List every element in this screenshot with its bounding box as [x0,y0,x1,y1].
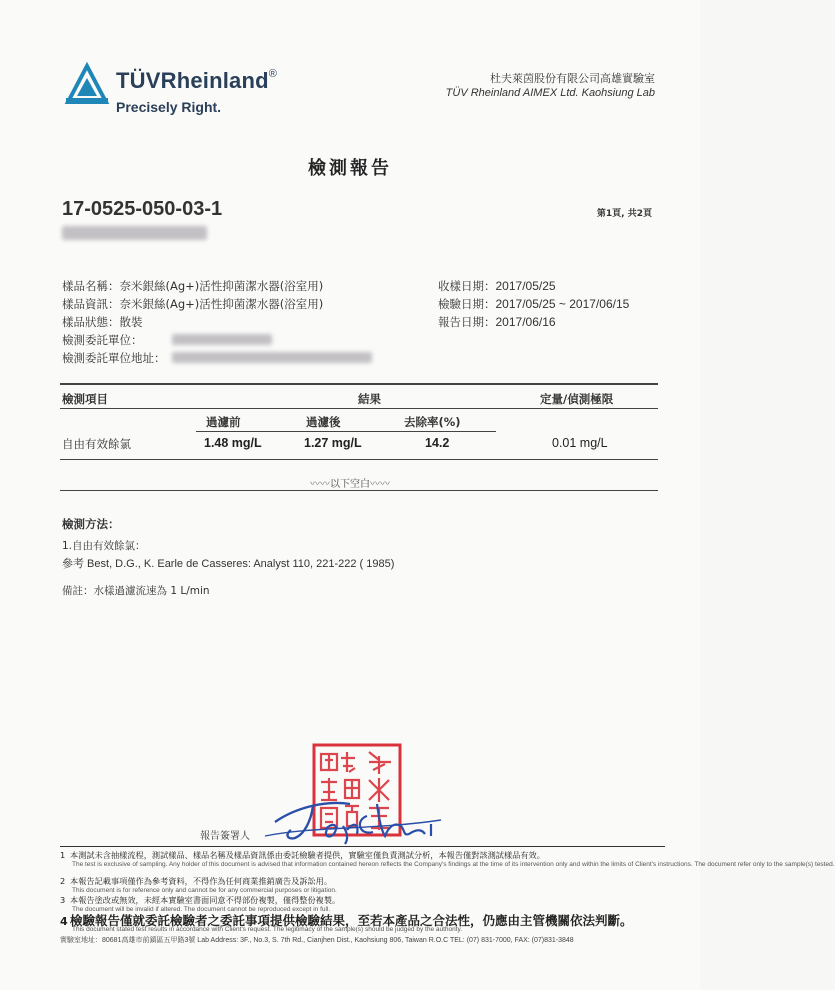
received-date-row [438,278,556,294]
method-line-1: 1.自由有效餘氯： [62,540,146,552]
sample-name-label: 樣品名稱： [62,279,120,293]
test-date-label: 檢驗日期： [438,297,496,311]
sample-status-row [62,314,143,330]
method-heading: 檢測方法： [62,517,120,531]
header-removal-rate: 去除率(%) [404,415,461,429]
notes-rule [60,846,665,847]
method-reference: 參考 Best, D.G., K. Earle de Casseres: Analyst 110, 221-222 ( 1985) [62,558,395,570]
sample-info-label: 樣品資訊： [62,297,120,311]
page-number: 第1頁, 共2頁 [596,209,652,219]
client-address-label: 檢測委託單位地址： [62,351,166,365]
table-row [0,436,700,454]
header-test-item: 檢測項目 [62,392,108,406]
lab-address: 實驗室地址：80681高雄市前鎮區五甲路3號 Lab Address: 3F., No.3, S. 7th Rd., Cianjhen Dist., Kaohsiung 806, Taiwan R.O.C TEL: (07) 831-7000, FAX: (07)831-3848 [60,937,574,944]
blank-below-marker: 〰〰以下空白〰〰 [310,479,390,490]
brand-tagline: Precisely Right. [116,99,222,115]
table-bottom-rule [60,459,658,460]
note-1: 1 本測試未含抽樣流程，測試樣品、樣品名稱及樣品資訊係由委託檢驗者提供，實驗室僅負責測試分析，本報告僅對該測試樣品有效。 [60,850,545,860]
lab-name-en: TÜV Rheinland AIMEX Ltd. Kaohsiung Lab [445,87,655,99]
redacted-client [172,334,272,345]
row-after: 1.27 mg/L [304,436,362,450]
row-removal-rate: 14.2 [425,436,450,450]
handwritten-signature-icon [255,790,445,850]
table-subheader-rule [196,431,496,432]
report-date-label: 報告日期： [438,315,496,329]
client-label: 檢測委託單位： [62,333,143,347]
lab-name-cn: 杜夫萊茵股份有限公司高雄實驗室 [490,72,655,85]
note-4-en: This document stated test results in accordance with Client's request. The legitimacy of the sample(s) should be judged by the authority. [72,926,463,933]
note-3: 3 本報告塗改或無效，未經本實驗室書面同意不得部份複製，僅得整份複製。 [60,895,341,905]
note-3-en: The document will be invalid if altered. The document cannot be reproduced except in full. [72,906,331,913]
tuv-triangle-logo-icon [66,64,108,104]
header-detection-limit: 定量/偵測極限 [540,392,614,406]
table-header-rule [60,408,658,409]
redacted-client-address [172,352,372,363]
sample-name-row [62,278,323,294]
test-date-row [438,296,629,312]
redacted-client-name [62,226,207,240]
client-address-row [62,350,166,366]
note-2: 2 本報告記載事項僅作為參考資料，不得作為任何商業推銷廣告及訴訟用。 [60,876,333,886]
test-date-value: 2017/05/25 ~ 2017/06/15 [495,297,630,311]
document-title: 檢測報告 [308,158,392,179]
header-before-filter: 過濾前 [206,415,241,429]
table-top-rule [60,383,658,385]
show-through-shadow [460,195,466,218]
row-before: 1.48 mg/L [204,436,262,450]
signatory-label: 報告簽署人 [200,831,250,842]
sample-info-row [62,296,323,312]
section-rule [60,490,658,491]
sample-info-value: 奈米銀絲(Ag+)活性抑菌潔水器(浴室用) [119,297,324,311]
sample-status-value: 散裝 [119,315,143,329]
sample-status-label: 樣品狀態： [62,315,120,329]
received-date-label: 收樣日期： [438,279,496,293]
note-4: 4 檢驗報告僅就委託檢驗者之委託事項提供檢驗結果，至若本產品之合法性，仍應由主管機關依法判斷。 [60,913,633,928]
report-number: 17-0525-050-03-1 [62,198,223,220]
note-1-en: The test is exclusive of sampling. Any holder of this document is advised that information contained hereon reflects the Company's findings at the time of its intervention only and within the limits of Client's instructions. The document refer only to the sample(s) tested. [72,861,835,868]
note-2-en: This document is for reference only and cannot be for any commercial purposes or litigation. [72,887,337,894]
row-limit: 0.01 mg/L [552,436,608,450]
remark: 備註：水樣過濾流速為 1 L/min [62,585,210,597]
header-after-filter: 過濾後 [306,415,341,429]
report-date-row [438,314,556,330]
row-item: 自由有效餘氯 [62,437,131,451]
header-result: 結果 [358,392,381,406]
report-date-value: 2017/06/16 [495,315,556,329]
client-row [62,332,143,348]
brand-name: TÜVRheinland® [116,68,278,93]
sample-name-value: 奈米銀絲(Ag+)活性抑菌潔水器(浴室用) [119,279,324,293]
received-date-value: 2017/05/25 [495,279,556,293]
